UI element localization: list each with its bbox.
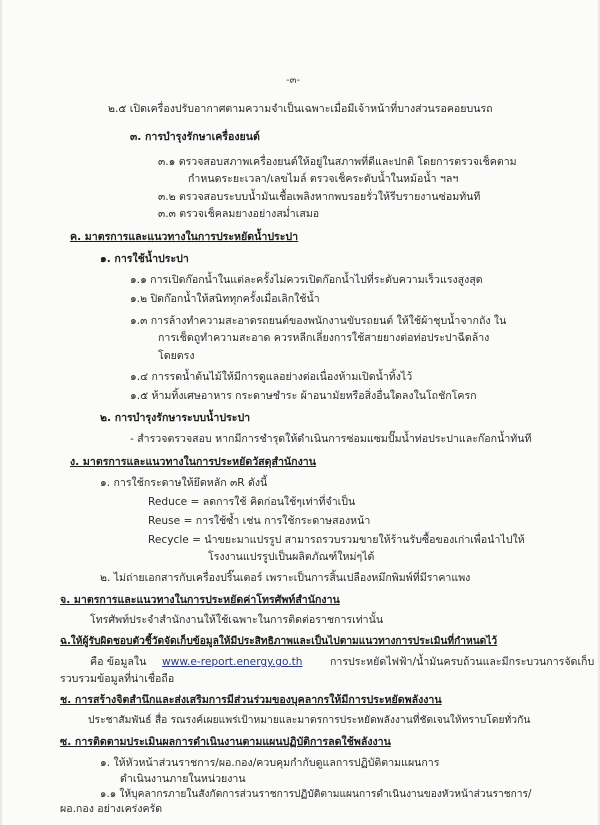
heading-water-use: ๑. การใช้น้ำประปา: [100, 253, 189, 266]
item-monitor-1: ๑. ให้หัวหน้าส่วนราชการ/ผอ.กอง/ควบคุมกำกับดูแลการปฏิบัติตามแผนการ: [100, 757, 440, 770]
heading-engine-maintenance: ๓. การบำรุงรักษาเครื่องยนต์: [130, 131, 260, 144]
item-3-3: ๓.๓ ตรวจเช็คลมยางอย่างสม่ำเสมอ: [158, 208, 320, 221]
heading-office-supplies: ง. มาตรการและแนวทางในการประหยัดวัสดุสำนักงาน: [70, 456, 316, 469]
item-3-1-cont: กำหนดระยะเวลา/เลขไมล์ ตรวจเช็คระดับน้ำในหม้อน้ำ ฯลฯ: [188, 173, 459, 186]
e-report-link[interactable]: www.e-report.energy.go.th: [162, 656, 303, 669]
heading-water-system: ๒. การบำรุงรักษาระบบน้ำประปา: [100, 412, 251, 425]
item-data-suffix: การประหยัดไฟฟ้า/น้ำมันครบถ้วนและมีกระบวนการจัดเก็บ: [330, 656, 595, 669]
item-1-5: ๑.๕ ห้ามทิ้งเศษอาหาร กระดาษชำระ ผ้าอนามัยหรือสิ่งอื่นใดลงในโถชักโครก: [130, 390, 477, 403]
item-1-1: ๑.๑ การเปิดก๊อกน้ำในแต่ละครั้งไม่ควรเปิดก๊อกน้ำไปที่ระดับความเร็วแรงสูงสุด: [130, 274, 483, 287]
item-1-3-cont: การเช็ดถูทำความสะอาด ควรหลีกเลี่ยงการใช้สายยางต่อท่อประปาฉีดล้าง: [158, 332, 490, 345]
item-1-4: ๑.๔ การรดน้ำต้นไม้ให้มีการดูแลอย่างต่อเนื่องห้ามเปิดน้ำทิ้งไว้: [130, 371, 413, 384]
page-number: -๓-: [286, 75, 301, 86]
item-3-2: ๓.๒ ตรวจสอบระบบน้ำมันเชื้อเพลิงหากพบรอยรั่วให้รีบรายงานซ่อมทันที: [158, 191, 481, 204]
item-reuse: Reuse = การใช้ซ้ำ เช่น การใช้กระดาษสองหน้า: [148, 515, 371, 528]
heading-data-collection: ฉ.ให้ผู้รับผิดชอบตัวชี้วัดจัดเก็บข้อมูลให้มีประสิทธิภาพและเป็นไปตามแนวทางการประเมินที่กำหนดไว้: [60, 636, 498, 648]
page-left-edge: [0, 0, 2, 825]
item-data-prefix: คือ ข้อมูลใน: [90, 656, 147, 669]
item-2-5: ๒.๕ เปิดเครื่องปรับอากาศตามความจำเป็นเฉพาะเมื่อมีเจ้าหน้าที่บางส่วนรอคอยบนรถ: [108, 102, 493, 115]
item-3-1: ๓.๑ ตรวจสอบสภาพเครื่องยนต์ให้อยู่ในสภาพที่ดีและปกติ โดยการตรวจเช็คตาม: [158, 155, 517, 168]
item-water-inspect: - สำรวจตรวจสอบ หากมีการชำรุดให้ดำเนินการซ่อมแซมปั๊มน้ำท่อประปาและก๊อกน้ำทันที: [130, 433, 532, 446]
item-awareness: ประชาสัมพันธ์ สื่อ รณรงค์เผยแพร่เป้าหมายและมาตรการประหยัดพลังงานที่ชัดเจนให้ทราบโดยทั่วกัน: [88, 714, 531, 727]
item-no-copy: ๒. ไม่ถ่ายเอกสารกับเครื่องปริ๊นเตอร์ เพราะเป็นการสิ้นเปลืองหมึกพิมพ์ที่มีราคาแพง: [100, 572, 471, 585]
item-recycle: Recycle = นำขยะมาแปรรูป สามารถรวบรวมขายให้ร้านรับซื้อของเก่าเพื่อนำไปให้: [148, 534, 525, 547]
heading-awareness: ช. การสร้างจิตสำนึกและส่งเสริมการมีส่วนร่วมของบุคลากรให้มีการประหยัดพลังงาน: [60, 694, 442, 707]
item-reduce: Reduce = ลดการใช้ คิดก่อนใช้ๆเท่าที่จำเป็น: [148, 496, 356, 509]
item-monitor-1-cont: ดำเนินงานภายในหน่วยงาน: [120, 772, 246, 785]
heading-water-measures: ค. มาตรการและแนวทางในการประหยัดน้ำประปา: [70, 231, 299, 244]
item-data-cont: รวบรวมข้อมูลที่น่าเชื่อถือ: [60, 673, 175, 686]
item-paper-3r: ๑. การใช้กระดาษให้ยึดหลัก ๓R ดังนี้: [100, 477, 268, 490]
item-monitor-1-1-cont: ผอ.กอง อย่างเคร่งครัด: [60, 803, 163, 815]
item-1-3: ๑.๓ การล้างทำความสะอาดรถยนต์ของพนักงานขับรถยนต์ ให้ใช้ผ้าชุบน้ำจากถัง ใน: [130, 315, 507, 328]
heading-phone: จ. มาตรการและแนวทางในการประหยัดค่าโทรศัพท์สำนักงาน: [60, 594, 340, 607]
item-1-3-cont2: โดยตรง: [158, 350, 195, 363]
item-1-2: ๑.๒ ปิดก๊อกน้ำให้สนิททุกครั้งเมื่อเลิกใช้น้ำ: [130, 293, 320, 306]
item-phone: โทรศัพท์ประจำสำนักงานให้ใช้เฉพาะในการติดต่อราชการเท่านั้น: [90, 614, 384, 627]
item-recycle-cont: โรงงานแปรรูปเป็นผลิตภัณฑ์ใหม่ๆได้: [208, 551, 375, 564]
item-monitor-1-1: ๑.๑ ให้บุคลากรภายในสังกัดการส่วนราชการปฏิบัติตามแผนการดำเนินงานของหัวหน้าส่วนราชการ/: [100, 788, 532, 800]
heading-monitoring: ซ. การติดตามประเมินผลการดำเนินงานตามแผนปฏิบัติการลดใช้พลังงาน: [60, 736, 391, 749]
